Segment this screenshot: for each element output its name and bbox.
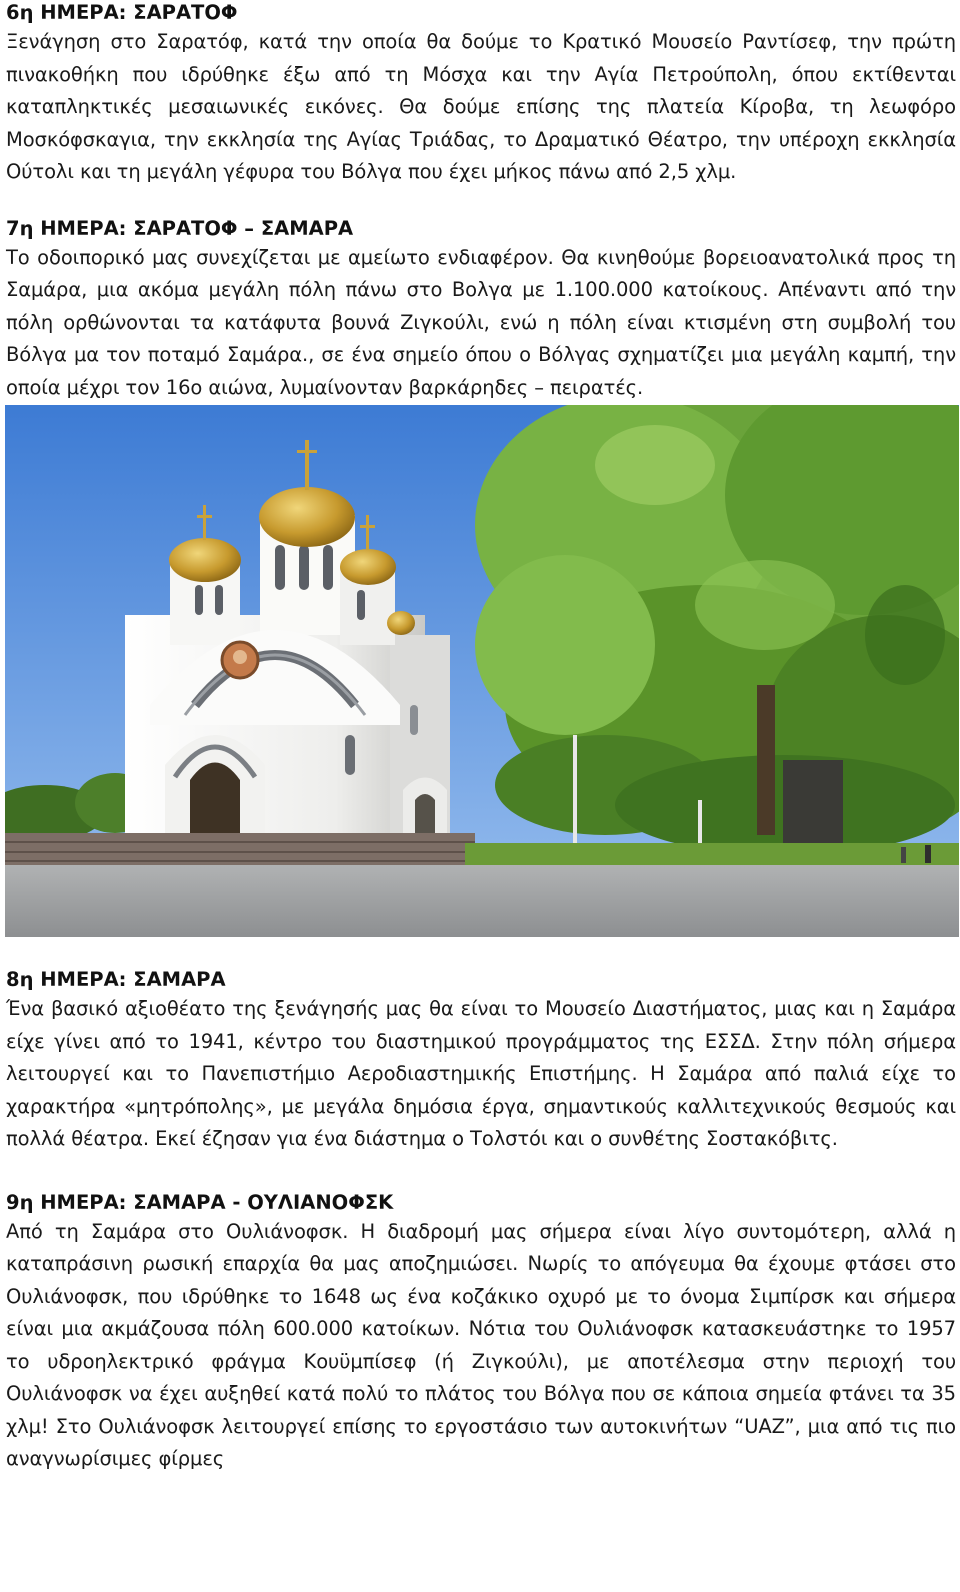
day-title: 9η ΗΜΕΡΑ: ΣΑΜΑΡΑ - ΟΥΛΙΑΝΟΦΣΚ	[6, 1190, 394, 1214]
church-image	[5, 405, 959, 937]
day-paragraph: Από τη Σαμάρα στο Ουλιάνοφσκ. Η διαδρομή μας σήμερα είναι λίγο συντομότερη, αλλά η καταπράσινη ρωσική επαρχία θα μας αποζημιώσει. Νωρίς το απόγευμα θα έχουμε φτάσει στο Ουλιάνοφσκ, που ιδρύθηκε το 1648 ως ένα κοζάκικο οχυρό με το όνομα Σιμπίρσκ και σήμερα είναι μια ακμάζουσα πόλη 600.000 κατοίκων. Νότια του Ουλιάνοφσκ κατασκευάστηκε το 1957 το υδροηλεκτρικό φράγμα Κουϋμπίσεφ (ή Ζιγκούλι), με αποτέλεσμα στην περιοχή του Ουλιάνοφσκ να έχει αυξηθεί κατά πολύ το πλάτος του Βόλγα που σε κάποια σημεία φτάνει τα 35 χλμ! Στο Ουλιάνοφσκ λειτουργεί επίσης το εργοστάσιο των αυτοκινήτων “UAZ”, μια από τις πιο αναγνωρίσιμες φίρμες	[6, 1219, 956, 1470]
day-section-7	[6, 216, 956, 405]
day-paragraph: Ξενάγηση στο Σαρατόφ, κατά την οποία θα δούμε το Κρατικό Μουσείο Ραντίσεφ, την πρώτη πινακοθήκη που ιδρύθηκε έξω από τη Μόσχα και την Αγία Πετρούπολη, όπου εκτίθενται καταπληκτικές μεσαιωνικές εικόνες. Θα δούμε επίσης της πλατεία Κίροβα, τη λεωφόρο Μοσκόφσκαγια, την εκκλησία της Αγίας Τριάδας, το Δραματικό Θέατρο, την υπέροχη εκκλησία Ούτολι και τη μεγάλη γέφυρα του Βόλγα που έχει μήκος πάνω από 2,5 χλμ.	[6, 30, 956, 183]
tree-canopy	[475, 405, 959, 855]
day-section-6	[6, 0, 956, 189]
day-section-9	[6, 1190, 956, 1476]
document-page	[6, 0, 956, 1476]
steps	[5, 833, 475, 867]
day-section-8	[6, 967, 956, 1156]
day-paragraph: Το οδοιπορικό μας συνεχίζεται με αμείωτο ενδιαφέρον. Θα κινηθούμε βορειοανατολικά προς τη Σαμάρα, μια ακόμα μεγάλη πόλη πάνω στο Βολγα με 1.100.000 κατοίκους. Απέναντι από την πόλη ορθώνονται τα κατάφυτα βουνά Ζιγκούλι, ενώ η πόλη είναι κτισμένη στη συμβολή του Βόλγα μα τον ποταμό Σαμάρα., σε ένα σημείο όπου ο Βόλγας σχηματίζει μια μεγάλη καμπή, την οποία μέχρι τον 16ο αιώνα, λυμαίνονταν βαρκάρηδες – πειρατές.	[6, 245, 956, 399]
pavement	[5, 865, 959, 937]
day-paragraph: Ένα βασικό αξιοθέατο της ξενάγησής μας θα είναι το Μουσείο Διαστήματος, μιας και η Σαμάρα είχε γίνει από το 1941, κέντρο του διαστημικού προγράμματος της ΕΣΣΔ. Στην πόλη σήμερα λειτουργεί και το Πανεπιστήμιο Αεροδιαστημικής Επιστήμης. Η Σαμάρα από παλιά είχε το χαρακτήρα «μητρόπολης», με μεγάλα δημόσια έργα, σημαντικούς καλλιτεχνικούς θεσμούς και πολλά θέατρα. Εκεί έζησαν για ένα διάστημα ο Τολστόι και ο συνθέτης Σοστακόβιτς.	[6, 997, 956, 1150]
day-title: 6η ΗΜΕΡΑ: ΣΑΡΑΤΟΦ	[6, 1, 238, 24]
tree-trunk	[757, 685, 775, 835]
lamp-post	[573, 735, 577, 845]
day-title: 8η ΗΜΕΡΑ: ΣΑΜΑΡΑ	[6, 968, 226, 991]
church-photo	[5, 405, 959, 937]
day-title: 7η ΗΜΕΡΑ: ΣΑΡΑΤΟΦ – ΣΑΜΑΡΑ	[6, 216, 354, 240]
